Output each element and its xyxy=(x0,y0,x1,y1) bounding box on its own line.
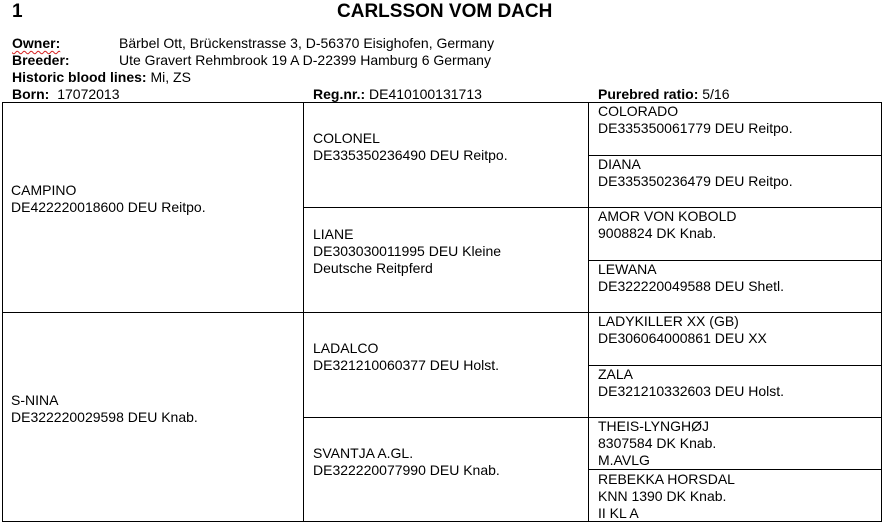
great-grandparent-reg: 9008824 DK Knab. xyxy=(598,225,717,241)
grandparent-name: SVANTJA A.GL. xyxy=(313,445,414,461)
owner-value xyxy=(119,35,494,51)
great-grandparent-name: LADYKILLER XX (GB) xyxy=(598,313,739,329)
great-grandparent-cell xyxy=(598,156,793,190)
great-grandparent-name: COLORADO xyxy=(598,103,679,119)
sire-name: CAMPINO xyxy=(11,182,77,198)
table-border-bottom xyxy=(2,521,882,522)
grandparent-reg: DE321210060377 DEU Holst. xyxy=(313,357,500,373)
purebred-value: 5/16 xyxy=(702,86,730,102)
great-grandparent-extra: II KL A xyxy=(598,505,639,521)
great-grandparent-name: ZALA xyxy=(598,366,634,382)
sire-cell xyxy=(11,182,206,216)
great-grandparent-cell xyxy=(598,261,784,295)
great-grandparent-name: LEWANA xyxy=(598,261,657,277)
grandparent-reg: DE335350236490 DEU Reitpo. xyxy=(313,147,508,163)
horse-title: CARLSSON VOM DACH xyxy=(337,1,553,22)
great-grandparent-cell xyxy=(598,366,784,400)
grandparent-name: LADALCO xyxy=(313,340,379,356)
great-grandparent-reg: DE322220049588 DEU Shetl. xyxy=(598,278,785,294)
grandparent-cell xyxy=(313,130,508,164)
great-grandparent-cell xyxy=(598,418,716,469)
bloodlines-label: Historic blood lines: xyxy=(12,69,147,85)
page-number: 1 xyxy=(12,1,23,22)
grandparent-reg: DE322220077990 DEU Knab. xyxy=(313,462,500,478)
dam-reg: DE322220029598 DEU Knab. xyxy=(11,409,198,425)
born-value: 17072013 xyxy=(57,86,120,102)
great-grandparent-reg: DE335350061779 DEU Reitpo. xyxy=(598,120,793,136)
purebred-label: Purebred ratio: xyxy=(598,86,699,102)
row-divider-gp-1 xyxy=(303,207,882,208)
reg-row xyxy=(313,86,482,102)
breeder-value: Ute Gravert Rehmbrook 19 A D-22399 Hamburg 6 Germany xyxy=(119,52,491,68)
born-label: Born: xyxy=(12,86,50,102)
great-grandparent-cell xyxy=(598,208,736,242)
reg-label: Reg.nr.: xyxy=(313,86,366,102)
great-grandparent-cell xyxy=(598,471,735,522)
great-grandparent-reg: 8307584 DK Knab. xyxy=(598,435,717,451)
bloodlines-value: Mi, ZS xyxy=(150,69,191,85)
dam-name: S-NINA xyxy=(11,392,59,408)
dam-cell xyxy=(11,392,198,426)
great-grandparent-extra: M.AVLG xyxy=(598,452,650,468)
bloodlines-row xyxy=(12,69,191,85)
grandparent-extra: Deutsche Reitpferd xyxy=(313,260,433,276)
born-row xyxy=(12,86,120,102)
reg-value: DE410100131713 xyxy=(369,86,482,102)
sire-reg: DE422220018600 DEU Reitpo. xyxy=(11,199,206,215)
great-grandparent-reg: DE335350236479 DEU Reitpo. xyxy=(598,173,793,189)
purebred-row xyxy=(598,86,730,102)
owner-label: Owner: xyxy=(12,35,61,51)
grandparent-cell xyxy=(313,340,499,374)
great-grandparent-reg: DE306064000861 DEU XX xyxy=(598,330,767,346)
great-grandparent-reg: DE321210332603 DEU Holst. xyxy=(598,383,785,399)
great-grandparent-reg: KNN 1390 DK Knab. xyxy=(598,488,727,504)
great-grandparent-name: DIANA xyxy=(598,156,641,172)
grandparent-reg: DE303030011995 DEU Kleine xyxy=(313,243,502,259)
breeder-label: Breeder: xyxy=(12,52,70,68)
great-grandparent-cell xyxy=(598,313,767,347)
grandparent-name: COLONEL xyxy=(313,130,380,146)
owner-text: Bärbel Ott, Brückenstrasse 3, D-56370 Eisighofen, Germany xyxy=(119,35,495,51)
grandparent-cell xyxy=(313,445,500,479)
great-grandparent-cell xyxy=(598,103,793,137)
row-divider-ggp-4 xyxy=(588,469,882,470)
great-grandparent-name: REBEKKA HORSDAL xyxy=(598,471,735,487)
grandparent-name: LIANE xyxy=(313,226,354,242)
row-divider-gp-2 xyxy=(303,417,882,418)
great-grandparent-name: THEIS-LYNGHØJ xyxy=(598,418,709,434)
great-grandparent-name: AMOR VON KOBOLD xyxy=(598,208,737,224)
grandparent-cell xyxy=(313,226,501,277)
